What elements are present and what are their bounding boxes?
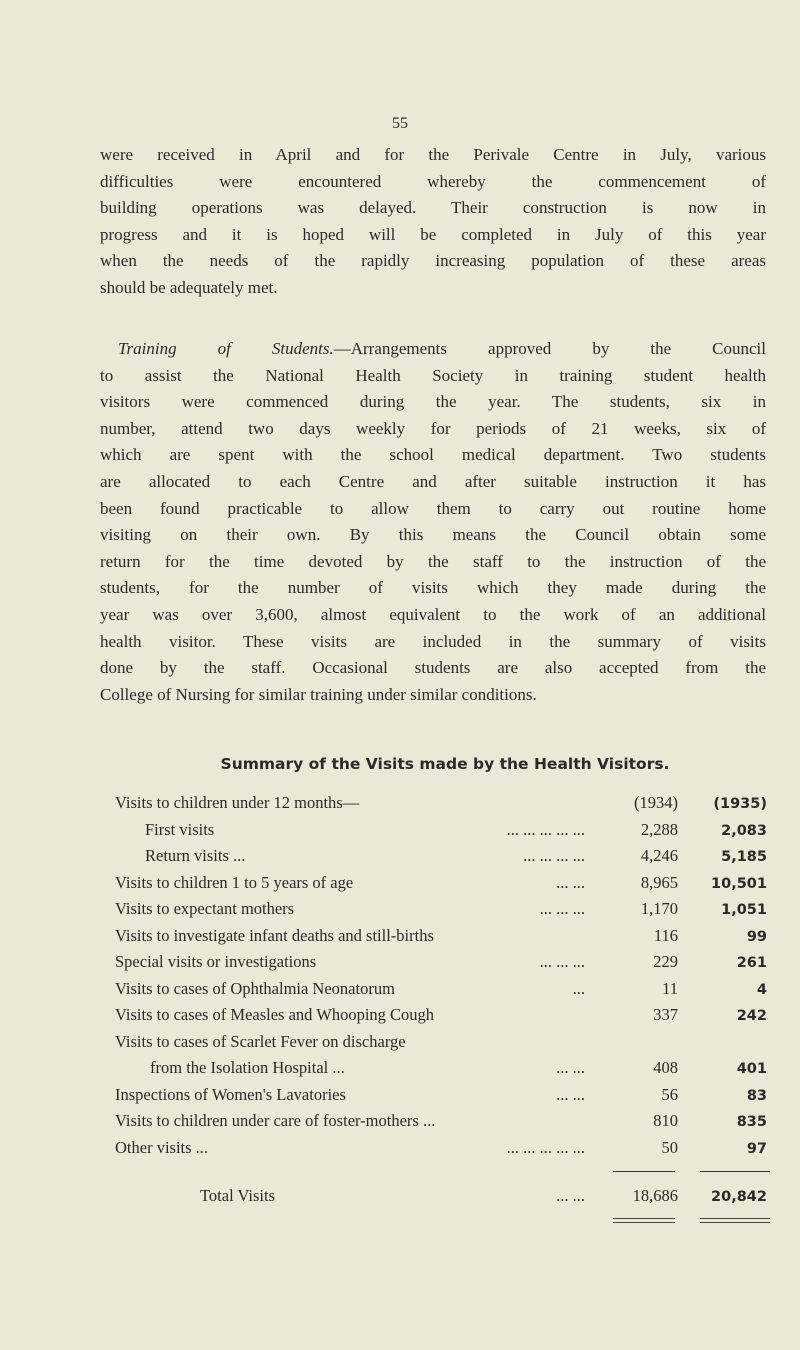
- text-line: visiting on their own. By this means the Council obtain some: [100, 525, 766, 545]
- value-1934: 1,170: [640, 899, 678, 918]
- row-label: Visits to cases of Measles and Whooping Cough: [115, 1005, 435, 1024]
- double-rule: [700, 1218, 770, 1223]
- leader-dots: ... ...: [556, 1084, 585, 1104]
- leader-dots: ... ...: [556, 1058, 585, 1077]
- table-row: [115, 896, 775, 923]
- table-row: [115, 1135, 775, 1162]
- value-1935: 242: [736, 1008, 767, 1024]
- leader-dots: ... ...: [556, 872, 585, 892]
- table-row: [115, 1029, 775, 1056]
- visits-summary-table: [115, 790, 775, 1230]
- table-row: [115, 1082, 775, 1109]
- leader-dots: ... ... ... ...: [523, 846, 585, 865]
- text-line: [100, 336, 766, 363]
- total-1934: 18,686: [632, 1186, 678, 1205]
- value-1935: 2,083: [721, 822, 767, 839]
- row-label: Special visits or investigations: [115, 952, 317, 971]
- leader-dots: ... ... ...: [539, 952, 585, 971]
- sum-rule-row: [115, 1161, 775, 1183]
- text-line: building operations was delayed. Their construction is now in: [100, 198, 766, 218]
- text-line: year was over 3,600, almost equivalent to the work of an additional: [100, 604, 766, 624]
- total-label: Total Visits: [200, 1186, 276, 1205]
- table-row: [115, 949, 775, 976]
- value-1935: 83: [746, 1087, 767, 1104]
- row-label: Visits to children 1 to 5 years of age: [115, 872, 354, 892]
- text-line: done by the staff. Occasional students are also accepted from the: [100, 658, 766, 678]
- value-1934: 116: [653, 925, 678, 945]
- double-rule-row: [115, 1210, 775, 1230]
- value-1935: 99: [746, 928, 767, 945]
- value-1935: 1,051: [721, 902, 767, 918]
- value-1934: 2,288: [640, 819, 678, 839]
- text-line: which are spent with the school medical department. Two students: [100, 445, 766, 465]
- text-line: difficulties were encountered whereby the commencement of: [100, 171, 766, 191]
- table-row: [115, 870, 775, 897]
- column-header-1935: (1935): [713, 796, 767, 812]
- value-1935: 261: [736, 955, 767, 971]
- leader-dots: ... ... ... ... ...: [506, 1137, 585, 1157]
- row-label: Visits to investigate infant deaths and still-births: [115, 925, 434, 945]
- value-1934: 337: [653, 1005, 678, 1024]
- value-1935: 5,185: [721, 849, 767, 865]
- group-label: Visits to children under 12 months—: [115, 793, 360, 812]
- leader-dots: ...: [572, 978, 585, 998]
- leader-dots: ... ...: [556, 1186, 585, 1205]
- table-row: [115, 817, 775, 844]
- table-row: [115, 1055, 775, 1082]
- table-row: [115, 843, 775, 870]
- text-line: to assist the National Health Society in training student health: [100, 365, 766, 385]
- row-label: First visits: [145, 819, 215, 839]
- paragraph-continuation: [100, 142, 766, 302]
- row-label: Visits to expectant mothers: [115, 899, 295, 918]
- value-1935: 401: [736, 1061, 767, 1077]
- rule: [613, 1171, 675, 1172]
- section-heading: Training of Students.: [118, 339, 334, 358]
- row-label: Other visits ...: [115, 1137, 209, 1157]
- text-line: were received in April and for the Perivale Centre in July, various: [100, 145, 766, 164]
- value-1935: 10,501: [711, 875, 767, 892]
- text-line: should be adequately met.: [100, 277, 278, 297]
- value-1935: 97: [746, 1140, 767, 1157]
- table-row: [115, 923, 775, 950]
- text-line: visitors were commenced during the year. The students, six in: [100, 392, 766, 412]
- value-1934: 56: [661, 1084, 678, 1104]
- text-line: health visitor. These visits are included in the summary of visits: [100, 631, 766, 651]
- table-row: [115, 1002, 775, 1029]
- value-1935: 835: [736, 1114, 767, 1130]
- text-line: are allocated to each Centre and after suitable instruction it has: [100, 471, 766, 491]
- table-title: Summary of the Visits made by the Health Visitors.: [220, 755, 670, 773]
- text-line: been found practicable to allow them to carry out routine home: [100, 498, 766, 518]
- row-label: Visits to cases of Scarlet Fever on discharge: [115, 1031, 406, 1051]
- page-number: 55: [392, 115, 408, 132]
- row-label: Return visits ...: [145, 846, 246, 865]
- text-line: when the needs of the rapidly increasing population of these areas: [100, 251, 766, 271]
- column-header-1934: (1934): [634, 793, 678, 812]
- value-1934: 50: [661, 1137, 678, 1157]
- leader-dots: ... ... ...: [539, 899, 585, 918]
- value-1935: 4: [756, 981, 767, 998]
- total-row: [115, 1183, 775, 1210]
- row-label: Visits to children under care of foster-mothers ...: [115, 1111, 436, 1130]
- text-line: return for the time devoted by the staff to the instruction of the: [100, 551, 766, 571]
- row-label: Inspections of Women's Lavatories: [115, 1084, 346, 1104]
- row-label: from the Isolation Hospital ...: [150, 1058, 345, 1077]
- rule: [700, 1171, 770, 1172]
- row-label: Visits to cases of Ophthalmia Neonatorum: [115, 978, 395, 998]
- leader-dots: ... ... ... ... ...: [506, 819, 585, 839]
- value-1934: 408: [653, 1058, 678, 1077]
- table-row: [115, 1108, 775, 1135]
- value-1934: 4,246: [640, 846, 678, 865]
- table-row: [115, 976, 775, 1003]
- total-1935: 20,842: [711, 1189, 767, 1205]
- table-header-row: [115, 790, 775, 817]
- value-1934: 810: [653, 1111, 678, 1130]
- value-1934: 229: [653, 952, 678, 971]
- text-line: College of Nursing for similar training under similar conditions.: [100, 684, 537, 704]
- paragraph-training-of-students: [100, 336, 766, 708]
- double-rule: [613, 1218, 675, 1223]
- value-1934: 11: [662, 978, 678, 998]
- text-line: number, attend two days weekly for periods of 21 weeks, six of: [100, 418, 766, 438]
- text-span: —Arrangements approved by the Council: [333, 339, 766, 358]
- text-line: students, for the number of visits which they made during the: [100, 578, 766, 598]
- value-1934: 8,965: [640, 872, 678, 892]
- text-line: progress and it is hoped will be completed in July of this year: [100, 224, 766, 244]
